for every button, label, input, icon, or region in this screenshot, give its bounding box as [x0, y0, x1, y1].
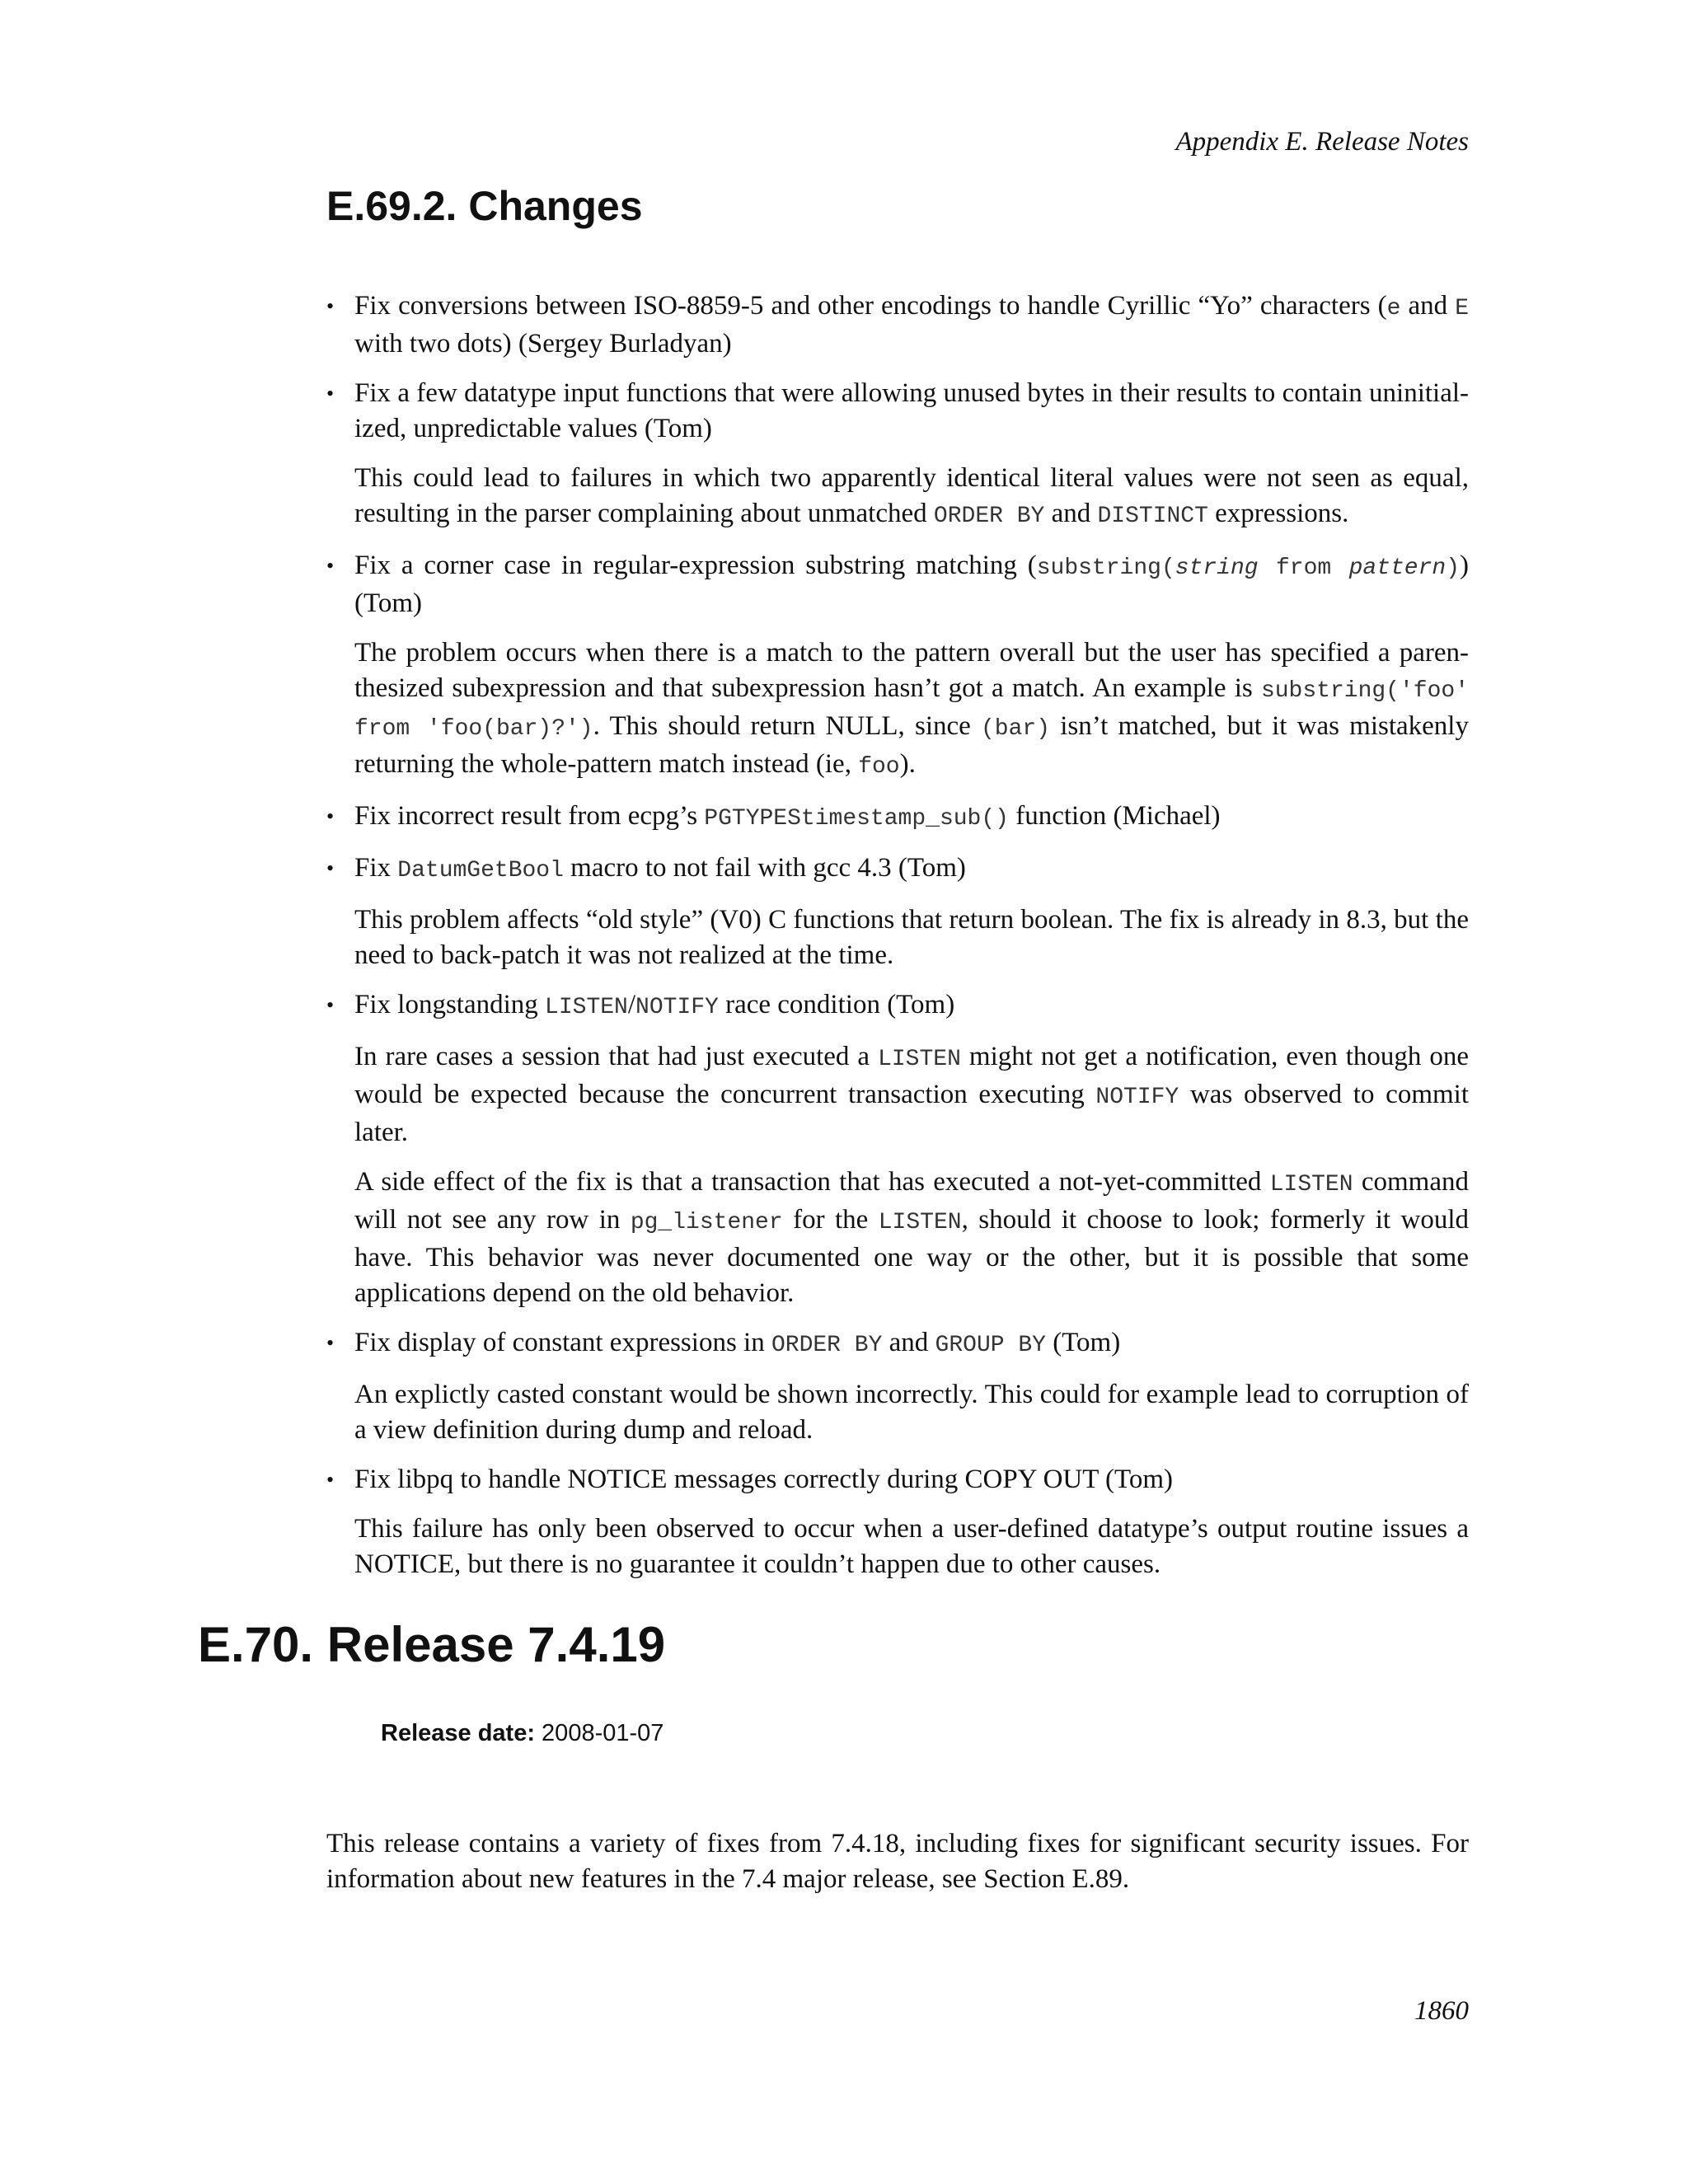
list-item: [326, 987, 1469, 1311]
page-number: 1860: [1414, 1996, 1469, 2026]
item-text: Fix longstanding LISTEN/NOTIFY race condition (Tom): [354, 990, 955, 1020]
item-text: Fix conversions between ISO-8859-5 and other encodings to handle Cyrillic “Yo” characters (e and E with two dots) (Sergey Burladyan): [354, 291, 1469, 359]
item-text: Fix incorrect result from ecpg’s PGTYPEStimestamp_sub() function (Michael): [354, 801, 1221, 832]
bullet-icon: •: [326, 294, 335, 318]
release-title: E.70. Release 7.4.19: [198, 1617, 666, 1672]
item-text: Fix a few datatype input functions that were allowing unused bytes in their results to contain uninitial-ized, unpredictable values (Tom): [354, 378, 1469, 443]
item-text: Fix display of constant expressions in ORDER BY and GROUP BY (Tom): [354, 1328, 1121, 1358]
list-item: [326, 548, 1469, 785]
bullet-icon: •: [326, 856, 335, 880]
item-note: This problem affects “old style” (V0) C functions that return boolean. The fix is already in 8.3, but the need to back-patch it was not realized at the time.: [354, 905, 1469, 970]
list-item: [326, 1462, 1469, 1582]
list-item: [326, 288, 1469, 362]
item-note: This failure has only been observed to occur when a user-defined datatype’s output routine issues a NOTICE, but there is no guarantee it couldn’t happen due to other causes.: [354, 1514, 1469, 1579]
item-note: The problem occurs when there is a match to the pattern overall but the user has specified a paren-thesized subexpression and that subexpression hasn’t got a match. An example is substring('foo' from 'foo(bar)?'). This should return NULL, since (bar) isn’t matched, but it was mistakenly returning the whole-pattern match instead (ie, foo).: [354, 638, 1469, 780]
item-note: An explictly casted constant would be shown incorrectly. This could for example lead to corruption of a view definition during dump and reload.: [354, 1380, 1469, 1445]
item-text: Fix libpq to handle NOTICE messages correctly during COPY OUT (Tom): [354, 1465, 1174, 1494]
bullet-icon: •: [326, 1468, 335, 1492]
list-item: [326, 1325, 1469, 1448]
release-date-label: Release date:: [381, 1720, 535, 1746]
running-header: Appendix E. Release Notes: [1175, 127, 1469, 157]
bullet-icon: •: [326, 1331, 335, 1355]
bullet-icon: •: [326, 554, 335, 578]
release-intro: This release contains a variety of fixes from 7.4.18, including fixes for significant security issues. For information about new features in the 7.4 major release, see Section E.89.: [326, 1829, 1469, 1894]
item-note: In rare cases a session that had just executed a LISTEN might not get a notification, even though one would be expected because the concurrent transaction executing NOTIFY was observed to commit later.: [354, 1042, 1470, 1147]
item-text: Fix DatumGetBool macro to not fail with gcc 4.3 (Tom): [354, 853, 966, 883]
bullet-icon: •: [326, 993, 335, 1017]
list-item: [326, 799, 1469, 837]
list-item: [326, 376, 1469, 534]
section-title: E.69.2. Changes: [326, 183, 643, 229]
bullet-icon: •: [326, 804, 335, 828]
release-date: [381, 1718, 663, 1748]
item-text: Fix a corner case in regular-expression substring matching (substring(string from pattern)) (Tom): [354, 551, 1469, 618]
bullet-icon: •: [326, 382, 335, 405]
item-note: This could lead to failures in which two apparently identical literal values were not seen as equal, resulting in the parser complaining about unmatched ORDER BY and DISTINCT expressions.: [354, 463, 1469, 529]
list-item: [326, 851, 1469, 973]
item-note: A side effect of the fix is that a transaction that has executed a not-yet-committed LISTEN command will not see any row in pg_listener for the LISTEN, should it choose to look; formerly it would have. This behavior was never documented one way or the other, but it is possible that some applications depend on the old behavior.: [354, 1167, 1470, 1308]
release-date-value: 2008-01-07: [535, 1720, 664, 1746]
changes-list: [326, 288, 1469, 1582]
